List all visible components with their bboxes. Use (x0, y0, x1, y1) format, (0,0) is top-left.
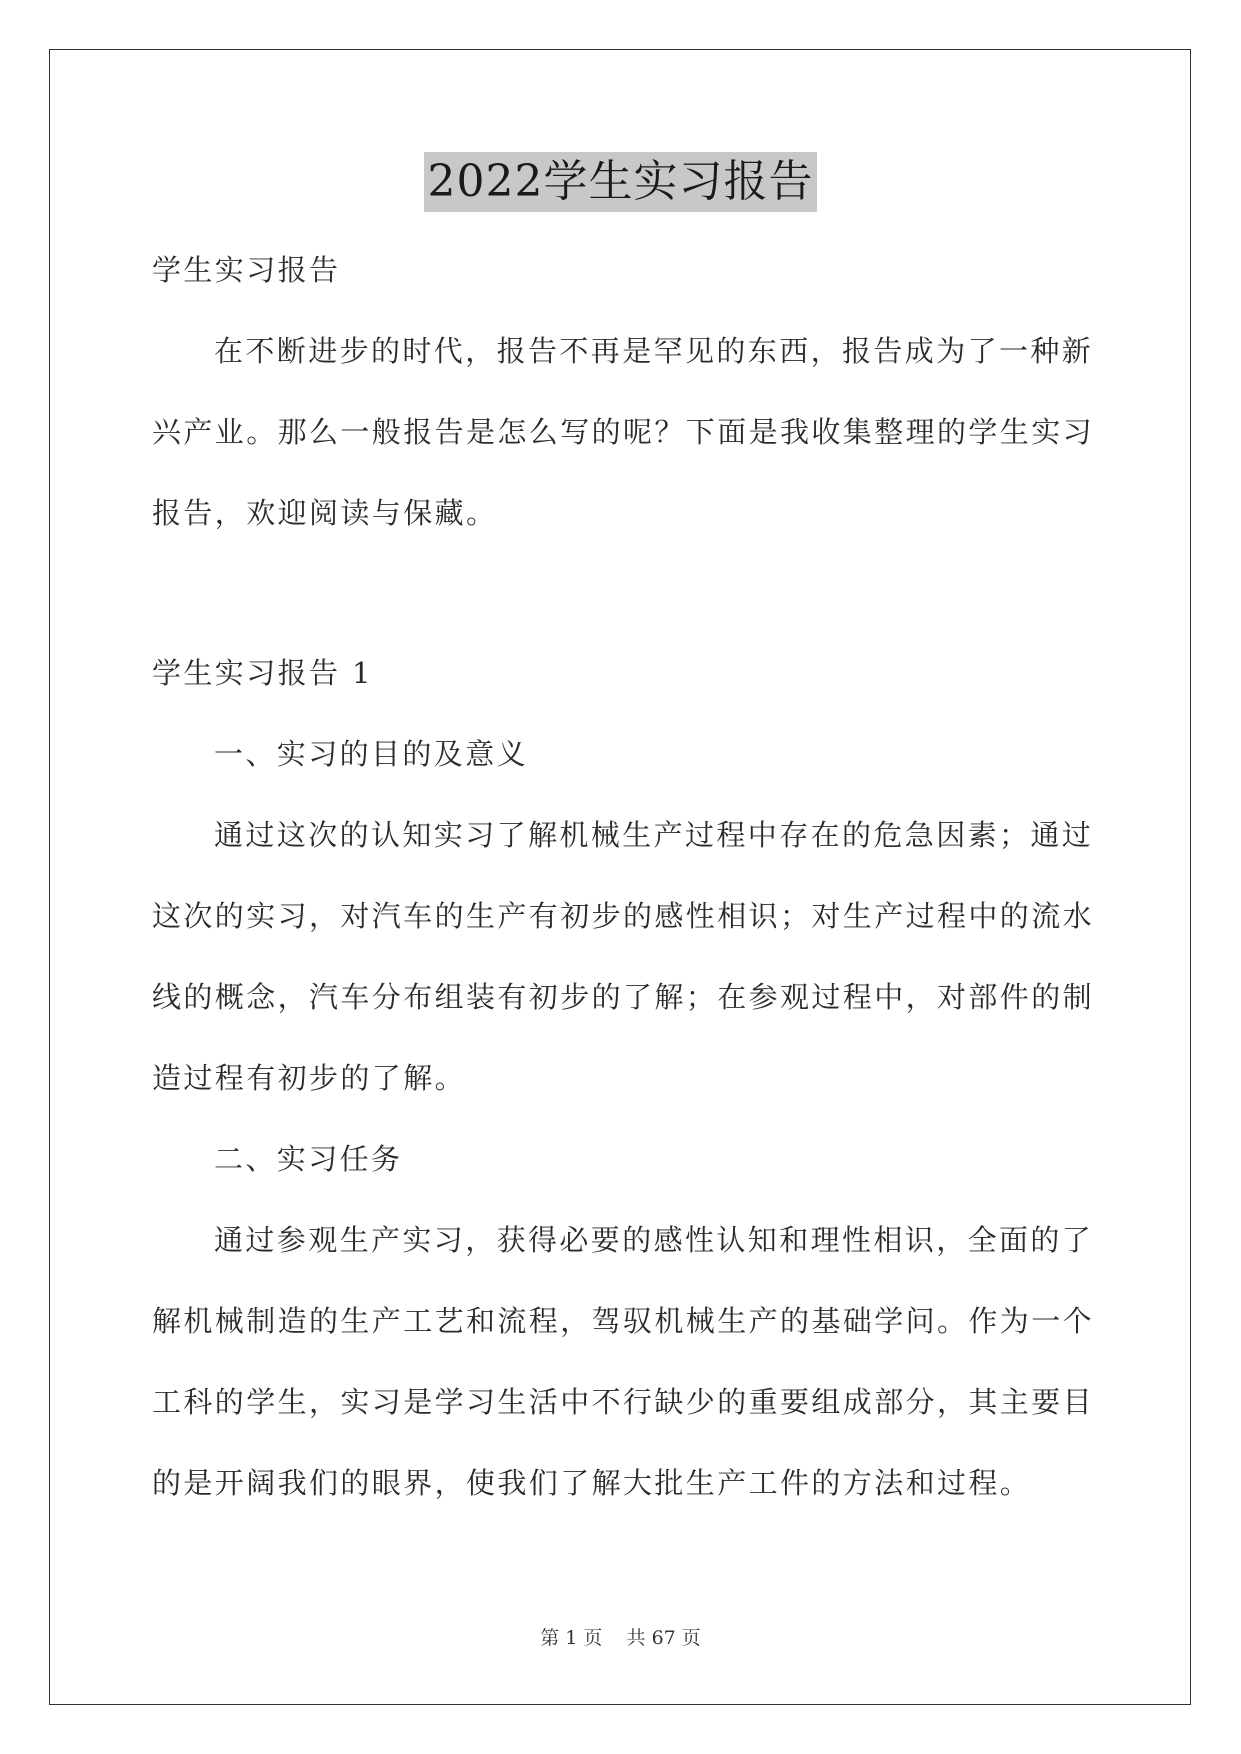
part2-line: 解机械制造的生产工艺和流程，驾驭机械生产的基础学问。作为一个 (152, 1304, 1095, 1338)
part1-line: 造过程有初步的了解。 (152, 1061, 467, 1095)
page-number: 第 1 页 (540, 1627, 603, 1649)
intro-line: 报告，欢迎阅读与保藏。 (152, 496, 498, 530)
part2-line: 通过参观生产实习，获得必要的感性认知和理性相识，全面的了 (214, 1223, 1094, 1257)
paragraph-gap (152, 554, 1092, 633)
subtitle: 学生实习报告 (152, 253, 341, 287)
document-body (152, 230, 1095, 1524)
section-heading: 学生实习报告 1 (152, 656, 373, 690)
part1-line: 通过这次的认知实习了解机械生产过程中存在的危急因素；通过 (214, 818, 1094, 852)
part2-heading: 二、实习任务 (214, 1142, 403, 1176)
part1-line: 线的概念，汽车分布组装有初步的了解；在参观过程中，对部件的制 (152, 980, 1095, 1014)
part1-line: 这次的实习，对汽车的生产有初步的感性相识；对生产过程中的流水 (152, 899, 1095, 933)
part1-heading: 一、实习的目的及意义 (214, 737, 529, 771)
part2-line: 工科的学生，实习是学习生活中不行缺少的重要组成部分，其主要目 (152, 1385, 1095, 1419)
document-title: 2022学生实习报告 (424, 152, 818, 212)
page-footer (0, 1623, 1241, 1650)
part2-line: 的是开阔我们的眼界，使我们了解大批生产工件的方法和过程。 (152, 1466, 1032, 1500)
title-container (0, 152, 1241, 212)
page-total: 共 67 页 (626, 1627, 701, 1649)
intro-line: 在不断进步的时代，报告不再是罕见的东西，报告成为了一种新 (214, 334, 1094, 368)
intro-line: 兴产业。那么一般报告是怎么写的呢？下面是我收集整理的学生实习 (152, 415, 1095, 449)
